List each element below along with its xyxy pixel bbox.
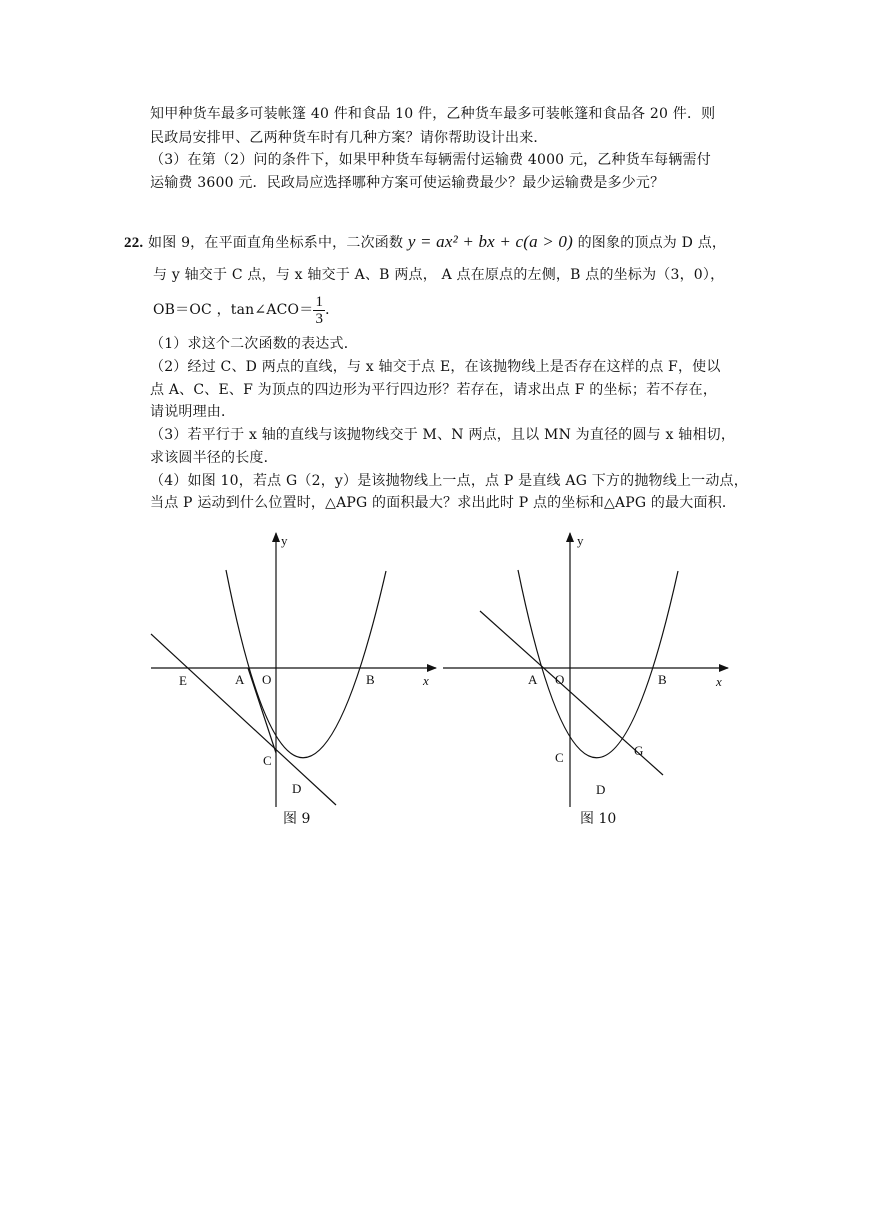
parabola xyxy=(226,570,386,758)
label-o: O xyxy=(555,672,565,687)
label-c: C xyxy=(263,753,272,768)
intro-line-4: 运输费 3600 元．民政局应选择哪种方案可使运输费最少？最少运输费是多少元？ xyxy=(150,175,665,191)
label-c: C xyxy=(555,750,564,765)
figure-10 xyxy=(440,525,740,815)
label-o: O xyxy=(262,672,272,687)
parabola xyxy=(518,570,678,758)
question-22-line-1 xyxy=(124,232,726,253)
fraction-one-third: $\frac{1}{3}$ xyxy=(315,293,324,327)
label-d: D xyxy=(596,782,606,797)
line-cd xyxy=(151,634,336,805)
q22-line-2: 与 y 轴交于 C 点，与 x 轴交于 A、B 两点， A 点在原点的左侧，B 点的坐标为（3，0）， xyxy=(153,267,725,283)
label-d: D xyxy=(292,781,302,796)
label-e: E xyxy=(179,673,187,688)
q22-formula: y = ax² + bx + c(a > 0) xyxy=(407,232,573,251)
label-y: y xyxy=(577,533,584,548)
label-y: y xyxy=(281,533,288,548)
figure-10-caption: 图 10 xyxy=(580,811,617,827)
label-b: B xyxy=(366,672,375,687)
q22-part-3-line-2: 求该圆半径的长度． xyxy=(150,450,278,466)
intro-line-2: 民政局安排甲、乙两种货车时有几种方案？请你帮助设计出来． xyxy=(150,130,548,146)
label-b: B xyxy=(658,672,667,687)
label-a: A xyxy=(528,672,538,687)
q22-line1-text-a: 如图 9，在平面直角坐标系中，二次函数 xyxy=(148,235,404,251)
intro-line-1: 知甲种货车最多可装帐篷 40 件和食品 10 件，乙种货车最多可装帐篷和食品各 20 件．则 xyxy=(150,106,716,122)
q22-part-4-line-2: 当点 P 运动到什么位置时，△APG 的面积最大？求出此时 P 点的坐标和△APG 的最大面积． xyxy=(150,495,737,511)
q22-part-2-line-2: 点 A、C、E、F 为顶点的四边形为平行四边形？若存在，请求出点 F 的坐标；若不存在， xyxy=(150,382,718,398)
label-x: x xyxy=(423,673,429,688)
figure-9 xyxy=(140,525,440,815)
q22-part-2-line-3: 请说明理由． xyxy=(150,404,236,420)
q22-line3-text: OB＝OC ，tan∠ACO＝ xyxy=(153,302,314,318)
q22-part-3-line-1: （3）若平行于 x 轴的直线与该抛物线交于 M、N 两点，且以 MN 为直径的圆与 x 轴相切， xyxy=(150,427,736,443)
question-number: 22. xyxy=(124,235,144,251)
q22-part-4-line-1: （4）如图 10，若点 G（2，y）是该抛物线上一点，点 P 是直线 AG 下方的抛物线上一动点， xyxy=(150,473,748,489)
q22-line-3: OB＝OC ，tan∠ACO＝ $\frac{1}{3}$ ． xyxy=(153,293,340,327)
label-g: G xyxy=(634,743,644,758)
q22-part-1: （1）求这个二次函数的表达式． xyxy=(150,336,358,352)
label-a: A xyxy=(235,672,245,687)
figure-9-caption: 图 9 xyxy=(283,811,311,827)
q22-part-2-line-1: （2）经过 C、D 两点的直线，与 x 轴交于点 E，在该抛物线上是否存在这样的点 F，使以 xyxy=(150,359,721,375)
intro-line-3: （3）在第（2）问的条件下，如果甲种货车每辆需付运输费 4000 元，乙种货车每辆需付 xyxy=(150,152,711,168)
q22-line1-text-b: 的图象的顶点为 D 点， xyxy=(577,235,727,251)
label-x: x xyxy=(716,674,722,689)
